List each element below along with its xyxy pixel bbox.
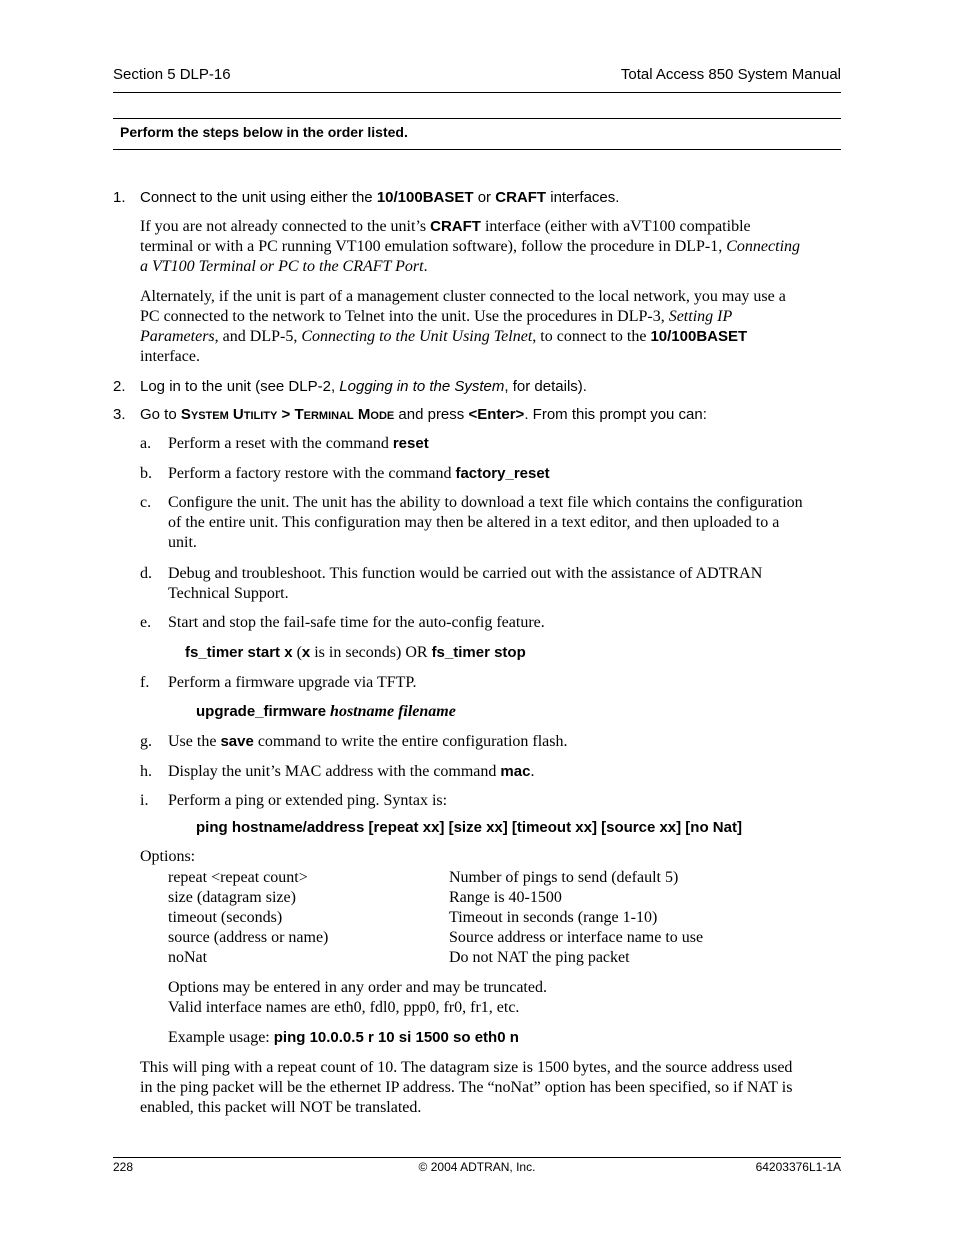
item-b-text: Perform a factory restore with the command factory_reset (168, 465, 550, 482)
options-notes: Options may be entered in any order and may be truncated. Valid interface names are eth0, fdl0, ppp0, fr0, fr1, etc. (168, 979, 547, 1016)
item-a-text: Perform a reset with the command reset (168, 435, 429, 452)
item-e-command: fs_timer start x (x is in seconds) OR fs_timer stop (185, 644, 526, 661)
item-letter: h. (140, 763, 152, 780)
options-row: timeout (seconds) Timeout in seconds (range 1-10) (168, 909, 658, 926)
options-table (168, 868, 703, 968)
step-1-paragraph-2: Alternately, if the unit is part of a management cluster connected to the local network, you may use a PC connected to the network to Telnet into the unit. Use the procedures in DLP-3, Setting IP Parameters, and DLP-5, Connecting to the Unit Using Telnet, to connect to the 10/100BASET interface. (140, 288, 786, 365)
item-letter: i. (140, 792, 149, 809)
step-1-text: Connect to the unit using either the 10/100BASET or CRAFT interfaces. (140, 189, 620, 206)
options-row: source (address or name) Source address or interface name to use (168, 929, 704, 946)
item-letter: f. (140, 674, 150, 691)
copyright: © 2004 ADTRAN, Inc. (418, 1160, 536, 1174)
item-i-text: Perform a ping or extended ping. Syntax is: (168, 792, 448, 809)
closing-paragraph: This will ping with a repeat count of 10. The datagram size is 1500 bytes, and the source address used in the ping packet will be the ethernet IP address. The “noNat” option has been specified, so if NAT is enabled, this packet will NOT be translated. (140, 1059, 793, 1116)
options-row: repeat <repeat count> Number of pings to send (default 5) (168, 869, 679, 886)
example-usage: Example usage: ping 10.0.0.5 r 10 si 1500 so eth0 n (168, 1029, 519, 1046)
options-row: size (datagram size) Range is 40-1500 (168, 889, 562, 906)
ping-syntax: ping hostname/address [repeat xx] [size xx] [timeout xx] [source xx] [no Nat] (196, 819, 742, 836)
item-letter: b. (140, 465, 152, 482)
footer-rule (113, 1157, 841, 1158)
item-f-text: Perform a firmware upgrade via TFTP. (168, 674, 417, 691)
step-number: 1. (113, 189, 126, 206)
step-1-paragraph-1: If you are not already connected to the unit’s CRAFT interface (either with aVT100 compatible terminal or with a PC running VT100 emulation software), follow the procedure in DLP-1, Connecting a VT100 Terminal or PC to the CRAFT Port. (140, 218, 801, 275)
options-label: Options: (140, 848, 196, 865)
document-number: 64203376L1-1A (755, 1160, 841, 1174)
item-h-text: Display the unit’s MAC address with the command mac. (168, 763, 535, 780)
item-letter: a. (140, 435, 152, 452)
options-row: noNat Do not NAT the ping packet (168, 949, 630, 966)
step-number: 3. (113, 406, 126, 423)
step-3-text: Go to System Utility > Terminal Mode and press <Enter>. From this prompt you can: (140, 406, 707, 423)
step-2-text: Log in to the unit (see DLP-2, Logging in to the System, for details). (140, 378, 587, 395)
item-e-text: Start and stop the fail-safe time for the auto-config feature. (168, 614, 545, 631)
item-letter: g. (140, 733, 152, 750)
note-text: Perform the steps below in the order listed. (120, 124, 408, 140)
item-d-text: Debug and troubleshoot. This function would be carried out with the assistance of ADTRAN Technical Support. (168, 565, 763, 602)
item-letter: d. (140, 565, 152, 582)
item-f-command: upgrade_firmware hostname filename (196, 703, 456, 720)
note-top-rule (113, 118, 841, 119)
page-number: 228 (113, 1160, 134, 1174)
item-g-text: Use the save command to write the entire configuration flash. (168, 733, 568, 750)
header-section: Section 5 DLP-16 (113, 66, 231, 83)
item-c-text: Configure the unit. The unit has the ability to download a text file which contains the configuration of the entire unit. This configuration may then be altered in a text editor, and then uploaded to a unit. (168, 494, 803, 551)
note-bottom-rule (113, 149, 841, 150)
item-letter: c. (140, 494, 152, 511)
item-letter: e. (140, 614, 152, 631)
header-rule (113, 92, 841, 93)
step-number: 2. (113, 378, 126, 395)
header-title: Total Access 850 System Manual (620, 66, 841, 83)
